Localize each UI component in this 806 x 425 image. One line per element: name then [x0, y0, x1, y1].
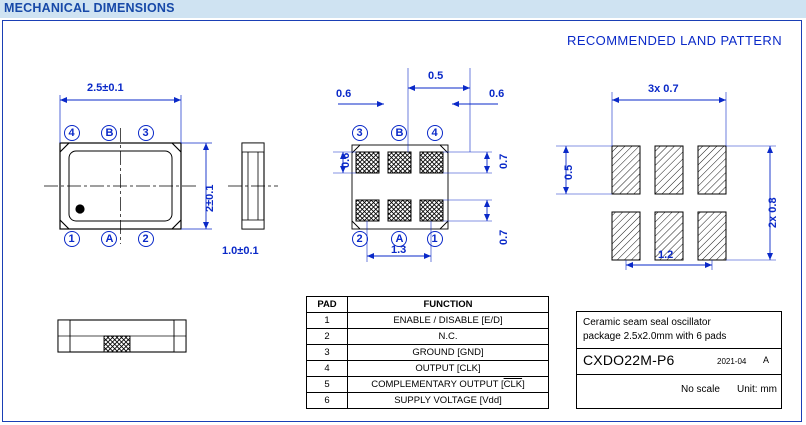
table-row: [307, 393, 549, 409]
title-block-divider-2: [577, 374, 781, 375]
cell-pad: 4: [307, 361, 348, 377]
scale-note: No scale: [681, 384, 720, 395]
col-header-pad: PAD: [307, 297, 348, 313]
part-number: CXDO22M-P6: [583, 352, 675, 368]
dim-left-gap: 0.6: [336, 88, 352, 100]
dim-pad-span: 1.3: [391, 244, 407, 256]
pad-pin-label-b: B: [395, 127, 404, 139]
dim-pitch: 0.5: [428, 70, 444, 82]
revision-date: 2021-04: [717, 357, 747, 366]
dim-pad-top-v: 0.7: [498, 153, 510, 169]
cell-pad: 1: [307, 313, 348, 329]
dim-lp-bottom: 1.2: [658, 249, 674, 261]
table-row: [307, 313, 549, 329]
pad-pin-label-2: 2: [356, 233, 363, 245]
table-row: [307, 329, 549, 345]
table-row: [307, 361, 549, 377]
dim-lp-left: 0.5: [563, 164, 575, 180]
package-section-view: [58, 320, 186, 352]
cell-pad: 3: [307, 345, 348, 361]
pad-pin-label-1: 1: [431, 233, 438, 245]
dim-pad-height: 0.6: [340, 152, 352, 168]
cell-pad: 2: [307, 329, 348, 345]
cell-function-overline: $\overline{CLK}$: [503, 378, 523, 390]
cell-function: GROUND [GND]: [348, 345, 549, 361]
cell-pad: 6: [307, 393, 348, 409]
cell-function: COMPLEMENTARY OUTPUT $[\overline{CLK}]$: [348, 377, 549, 393]
pin-label-1: 1: [68, 233, 75, 245]
cell-function: ENABLE / DISABLE [E/D]: [348, 313, 549, 329]
cell-function: OUTPUT [CLK]: [348, 361, 549, 377]
pad-pin-label-3: 3: [356, 127, 363, 139]
cell-function-text: COMPLEMENTARY OUTPUT [: [371, 378, 504, 390]
land-pattern-title: RECOMMENDED LAND PATTERN: [567, 33, 782, 48]
dim-thickness: 1.0±0.1: [222, 245, 259, 257]
pin-label-2: 2: [142, 233, 149, 245]
unit-note: Unit: mm: [737, 384, 777, 395]
pin-label-a: A: [105, 233, 114, 245]
cell-function: N.C.: [348, 329, 549, 345]
description-line-2: package 2.5x2.0mm with 6 pads: [583, 331, 727, 342]
dim-package-width: 2.5±0.1: [87, 82, 124, 94]
pin-label-3: 3: [142, 127, 149, 139]
table-row: [307, 377, 549, 393]
dim-package-height: 2±0.1: [204, 184, 216, 212]
pin-label-b: B: [105, 127, 114, 139]
cell-function: SUPPLY VOLTAGE [Vdd]: [348, 393, 549, 409]
title-block-divider-1: [577, 348, 781, 349]
land-pattern-view: [556, 92, 776, 270]
pin-label-4: 4: [68, 127, 75, 139]
description-line-1: Ceramic seam seal oscillator: [583, 317, 711, 328]
dim-lp-right: 2x 0.8: [767, 197, 779, 228]
revision-letter: A: [763, 355, 770, 365]
pad-function-table: [306, 296, 549, 409]
table-row: [307, 345, 549, 361]
table-header-row: [307, 297, 549, 313]
dim-lp-top: 3x 0.7: [648, 83, 679, 95]
cell-pad: 5: [307, 377, 348, 393]
pad-pin-label-4: 4: [431, 127, 438, 139]
title-block: [576, 311, 782, 409]
package-side-view: [228, 143, 278, 229]
package-top-view: [44, 95, 212, 247]
pad-pin-label-a: A: [395, 233, 404, 245]
dim-right-gap: 0.6: [489, 88, 505, 100]
dim-pad-bottom-v: 0.7: [498, 229, 510, 245]
col-header-function: FUNCTION: [348, 297, 549, 313]
page-title: MECHANICAL DIMENSIONS: [4, 1, 175, 15]
